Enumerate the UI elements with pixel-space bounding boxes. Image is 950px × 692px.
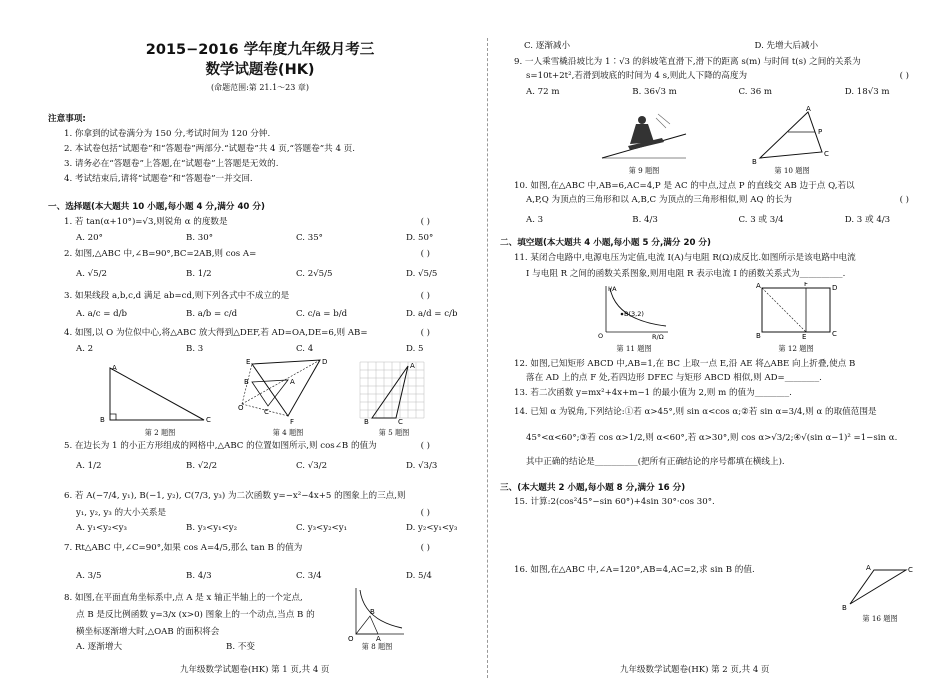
option: C. y₃<y₂<y₁ xyxy=(296,523,348,533)
svg-text:A: A xyxy=(866,564,871,572)
question-4: 4. 如图,以 O 为位似中心,将△ABC 放大得到△DEF,若 AD=OA,DE=6,则 AB= xyxy=(64,328,368,338)
question-12-line2: 落在 AD 上的点 F 处,若四边形 DFEC 与矩形 ABCD 相似,则 AD=________. xyxy=(526,373,822,383)
figure-11-caption: 第 11 题图 xyxy=(616,344,652,353)
question-12-line1: 12. 如图,已知矩形 ABCD 中,AB=1,在 BC 上取一点 E,沿 AE 将△ABE 向上折叠,使点 B xyxy=(514,359,856,369)
option: D. y₂<y₁<y₃ xyxy=(406,523,458,533)
option: C. 35° xyxy=(296,233,323,243)
figure-16 xyxy=(840,562,920,612)
question-2: 2. 如图,△ABC 中,∠B=90°,BC=2AB,则 cos A= xyxy=(64,249,257,259)
option: C. 4 xyxy=(296,344,314,354)
figure-16-caption: 第 16 题图 xyxy=(862,614,898,623)
option: B. y₃<y₁<y₂ xyxy=(186,523,238,533)
fig11-point-label: B(3,2) xyxy=(624,310,644,318)
svg-text:B: B xyxy=(244,378,249,386)
q8-options xyxy=(40,641,340,653)
svg-text:B: B xyxy=(370,608,375,616)
figure-9-sled xyxy=(600,108,690,164)
question-16: 16. 如图,在△ABC 中,∠A=120°,AB=4,AC=2,求 sin B 的值. xyxy=(514,565,755,575)
svg-text:C: C xyxy=(908,566,913,574)
answer-paren: ( ) xyxy=(420,217,430,227)
svg-text:O: O xyxy=(348,635,354,642)
svg-text:C: C xyxy=(206,416,211,424)
svg-text:A: A xyxy=(376,635,381,642)
svg-text:B: B xyxy=(752,158,757,166)
exam-scope: (命题范围:第 21.1～23 章) xyxy=(210,83,309,92)
notice-item: 1. 你拿到的试卷满分为 150 分,考试时间为 120 分钟. xyxy=(64,129,271,139)
svg-text:B: B xyxy=(842,604,847,612)
answer-paren: ( ) xyxy=(420,249,430,259)
figure-8 xyxy=(348,586,408,642)
q5-options xyxy=(40,460,480,472)
q1-options xyxy=(40,232,480,244)
option: D. 5/4 xyxy=(406,571,432,581)
option: A. 3 xyxy=(526,215,544,225)
question-10-line1: 10. 如图,在△ABC 中,AB=6,AC=4,P 是 AC 的中点,过点 P 的直线交 AB 边于点 Q,若以 xyxy=(514,181,855,191)
question-8-line2: 点 B 是反比例函数 y=3/x (x>0) 图象上的一个动点,当点 B 的 xyxy=(76,610,315,620)
figure-8-caption: 第 8 题图 xyxy=(361,642,393,651)
notice-item: 2. 本试卷包括“试题卷”和“答题卷”两部分.“试题卷”共 4 页,“答题卷”共 4 页. xyxy=(64,144,355,154)
section3-heading: 三、(本大题共 2 小题,每小题 8 分,满分 16 分) xyxy=(500,483,686,493)
figure-2 xyxy=(100,360,220,426)
option: D. √5/5 xyxy=(406,269,438,279)
answer-paren: ( ) xyxy=(420,291,430,301)
option: A. 3/5 xyxy=(76,571,102,581)
svg-text:B: B xyxy=(364,418,369,426)
q8-options-rest xyxy=(500,40,925,52)
question-10-line2: A,P,Q 为顶点的三角形和以 A,B,C 为顶点的三角形相似,则 AQ 的长为 xyxy=(526,195,793,205)
option: B. √2/2 xyxy=(186,461,218,471)
option: B. 不变 xyxy=(226,642,255,652)
question-14-line1: 14. 已知 α 为锐角,下列结论:①若 α>45°,则 sin α<cos α;②若 sin α=3/4,则 α 的取值范围是 xyxy=(514,407,877,417)
question-14-line3: 其中正确的结论是__________(把所有正确结论的序号都填在横线上). xyxy=(526,457,785,467)
exam-subtitle: 数学试题卷(HK) xyxy=(205,62,315,78)
option: B. a/b = c/d xyxy=(186,309,238,319)
question-15: 15. 计算:2(cos²45°−sin 60°)+4sin 30°·cos 30°. xyxy=(514,497,715,507)
notice-heading: 注意事项: xyxy=(48,114,86,124)
fig11-xaxis-label: R/Ω xyxy=(652,333,664,340)
figure-12-caption: 第 12 题图 xyxy=(778,344,814,353)
svg-text:D: D xyxy=(322,358,328,366)
figure-12 xyxy=(752,282,842,340)
option: A. 72 m xyxy=(526,87,560,97)
answer-paren: ( ) xyxy=(420,441,430,451)
question-1: 1. 若 tan(α+10°)=√3,则锐角 α 的度数是 xyxy=(64,217,228,227)
question-6-line2: y₁, y₂, y₃ 的大小关系是 xyxy=(76,508,167,518)
q3-options xyxy=(40,308,480,320)
option: A. 2 xyxy=(76,344,94,354)
figure-2-caption: 第 2 题图 xyxy=(144,428,176,437)
question-3: 3. 如果线段 a,b,c,d 满足 ab=cd,则下列各式中不成立的是 xyxy=(64,291,290,301)
svg-text:O: O xyxy=(598,332,604,340)
exam-title: 2015−2016 学年度九年级月考三 xyxy=(145,42,375,58)
question-8-line3: 横坐标逐渐增大时,△OAB 的面积将会 xyxy=(76,627,220,637)
option: C. √3/2 xyxy=(296,461,328,471)
footer-left: 九年级数学试题卷(HK) 第 1 页,共 4 页 xyxy=(180,665,330,675)
svg-text:F: F xyxy=(290,418,295,426)
option: A. 逐渐增大 xyxy=(76,642,123,652)
option: D. 18√3 m xyxy=(844,87,890,97)
svg-text:C: C xyxy=(264,408,269,416)
answer-paren: ( ) xyxy=(899,71,909,81)
q9-options xyxy=(500,86,925,98)
question-9-line2: s=10t+2t²,若滑到坡底的时间为 4 s,则此人下降的高度为 xyxy=(526,71,748,81)
svg-text:P: P xyxy=(818,128,823,136)
question-11-line1: 11. 某闭合电路中,电源电压为定值,电流 I(A)与电阻 R(Ω)成反比.如图所示是该电路中电流 xyxy=(514,253,856,263)
q4-options xyxy=(40,343,480,355)
option: A. y₁<y₂<y₃ xyxy=(76,523,127,533)
question-9-line1: 9. 一人乘雪橇沿坡比为 1∶√3 的斜坡笔直滑下,滑下的距离 s(m) 与时间 t(s) 之间的关系为 xyxy=(514,57,861,67)
option: D. 50° xyxy=(406,233,434,243)
section1-heading: 一、选择题(本大题共 10 小题,每小题 4 分,满分 40 分) xyxy=(48,202,265,212)
option: A. 1/2 xyxy=(76,461,102,471)
svg-text:A: A xyxy=(756,282,761,290)
svg-text:A: A xyxy=(806,106,811,113)
footer-right: 九年级数学试题卷(HK) 第 2 页,共 4 页 xyxy=(620,665,770,675)
question-8-line1: 8. 如图,在平面直角坐标系中,点 A 是 x 轴正半轴上的一个定点, xyxy=(64,593,303,603)
q6-options xyxy=(40,522,480,534)
fig11-yaxis-label: I/A xyxy=(608,285,617,293)
option: C. 3/4 xyxy=(296,571,322,581)
option: B. 4/3 xyxy=(632,215,658,225)
option: B. 1/2 xyxy=(186,269,212,279)
figure-11 xyxy=(594,282,674,340)
option: B. 3 xyxy=(186,344,204,354)
notice-item: 3. 请务必在“答题卷”上答题,在“试题卷”上答题是无效的. xyxy=(64,159,279,169)
answer-paren: ( ) xyxy=(420,508,430,518)
svg-text:C: C xyxy=(824,150,829,158)
question-11-line2: I 与电阻 R 之间的函数关系图象,则用电阻 R 表示电流 I 的函数关系式为__________. xyxy=(526,269,846,279)
option: D. a/d = c/b xyxy=(406,309,458,319)
svg-text:O: O xyxy=(238,404,244,412)
svg-text:C: C xyxy=(832,330,837,338)
figure-5-caption: 第 5 题图 xyxy=(378,428,410,437)
answer-paren: ( ) xyxy=(899,195,909,205)
option: D. 先增大后减小 xyxy=(754,41,819,51)
option: A. 20° xyxy=(76,233,103,243)
answer-paren: ( ) xyxy=(420,328,430,338)
svg-text:B: B xyxy=(756,332,761,340)
option: C. 3 或 3/4 xyxy=(738,215,784,225)
question-13: 13. 若二次函数 y=mx²+4x+m−1 的最小值为 2,则 m 的值为________. xyxy=(514,388,792,398)
svg-text:B: B xyxy=(100,416,105,424)
question-6-line1: 6. 若 A(−7/4, y₁), B(−1, y₂), C(7/3, y₃) 为二次函数 y=−x²−4x+5 的图象上的三点,则 xyxy=(64,491,406,501)
option: D. √3/3 xyxy=(406,461,438,471)
option: B. 4/3 xyxy=(186,571,212,581)
option: D. 5 xyxy=(406,344,424,354)
q10-options xyxy=(500,214,925,226)
q7-options xyxy=(40,570,480,582)
q2-options xyxy=(40,268,480,280)
figure-5 xyxy=(358,360,430,426)
svg-text:A: A xyxy=(410,362,415,370)
svg-text:D: D xyxy=(832,284,838,292)
notice-item: 4. 考试结束后,请将“试题卷”和“答题卷”一并交回. xyxy=(64,174,253,184)
svg-text:E: E xyxy=(246,358,251,366)
question-5: 5. 在边长为 1 的小正方形组成的网格中,△ABC 的位置如图所示,则 cos∠B 的值为 xyxy=(64,441,377,451)
section2-heading: 二、填空题(本大题共 4 小题,每小题 5 分,满分 20 分) xyxy=(500,238,711,248)
option: C. c/a = b/d xyxy=(296,309,348,319)
svg-text:F: F xyxy=(804,282,809,288)
answer-paren: ( ) xyxy=(420,543,430,553)
question-14-line2: 45°<α<60°;③若 cos α>1/2,则 α<60°,若 α>30°,则 cos α>√3/2;④√(sin α−1)² =1−sin α. xyxy=(526,433,898,443)
figure-9-caption: 第 9 题图 xyxy=(628,166,660,175)
option: A. √5/2 xyxy=(76,269,107,279)
option: D. 3 或 4/3 xyxy=(844,215,891,225)
figure-4-caption: 第 4 题图 xyxy=(272,428,304,437)
figure-4 xyxy=(238,356,338,428)
option: C. 2√5/5 xyxy=(296,269,333,279)
option: C. 逐渐减小 xyxy=(524,41,571,51)
option: A. a/c = d/b xyxy=(76,309,128,319)
option: B. 30° xyxy=(186,233,214,243)
figure-10-caption: 第 10 题图 xyxy=(774,166,810,175)
svg-text:A: A xyxy=(290,378,295,386)
svg-text:A: A xyxy=(112,364,117,372)
column-divider xyxy=(487,38,488,678)
svg-text:C: C xyxy=(398,418,403,426)
question-7: 7. Rt△ABC 中,∠C=90°,如果 cos A=4/5,那么 tan B 的值为 xyxy=(64,543,303,553)
option: C. 36 m xyxy=(738,87,773,97)
svg-text:E: E xyxy=(802,333,807,340)
option: B. 36√3 m xyxy=(632,87,677,97)
figure-10 xyxy=(748,106,838,166)
